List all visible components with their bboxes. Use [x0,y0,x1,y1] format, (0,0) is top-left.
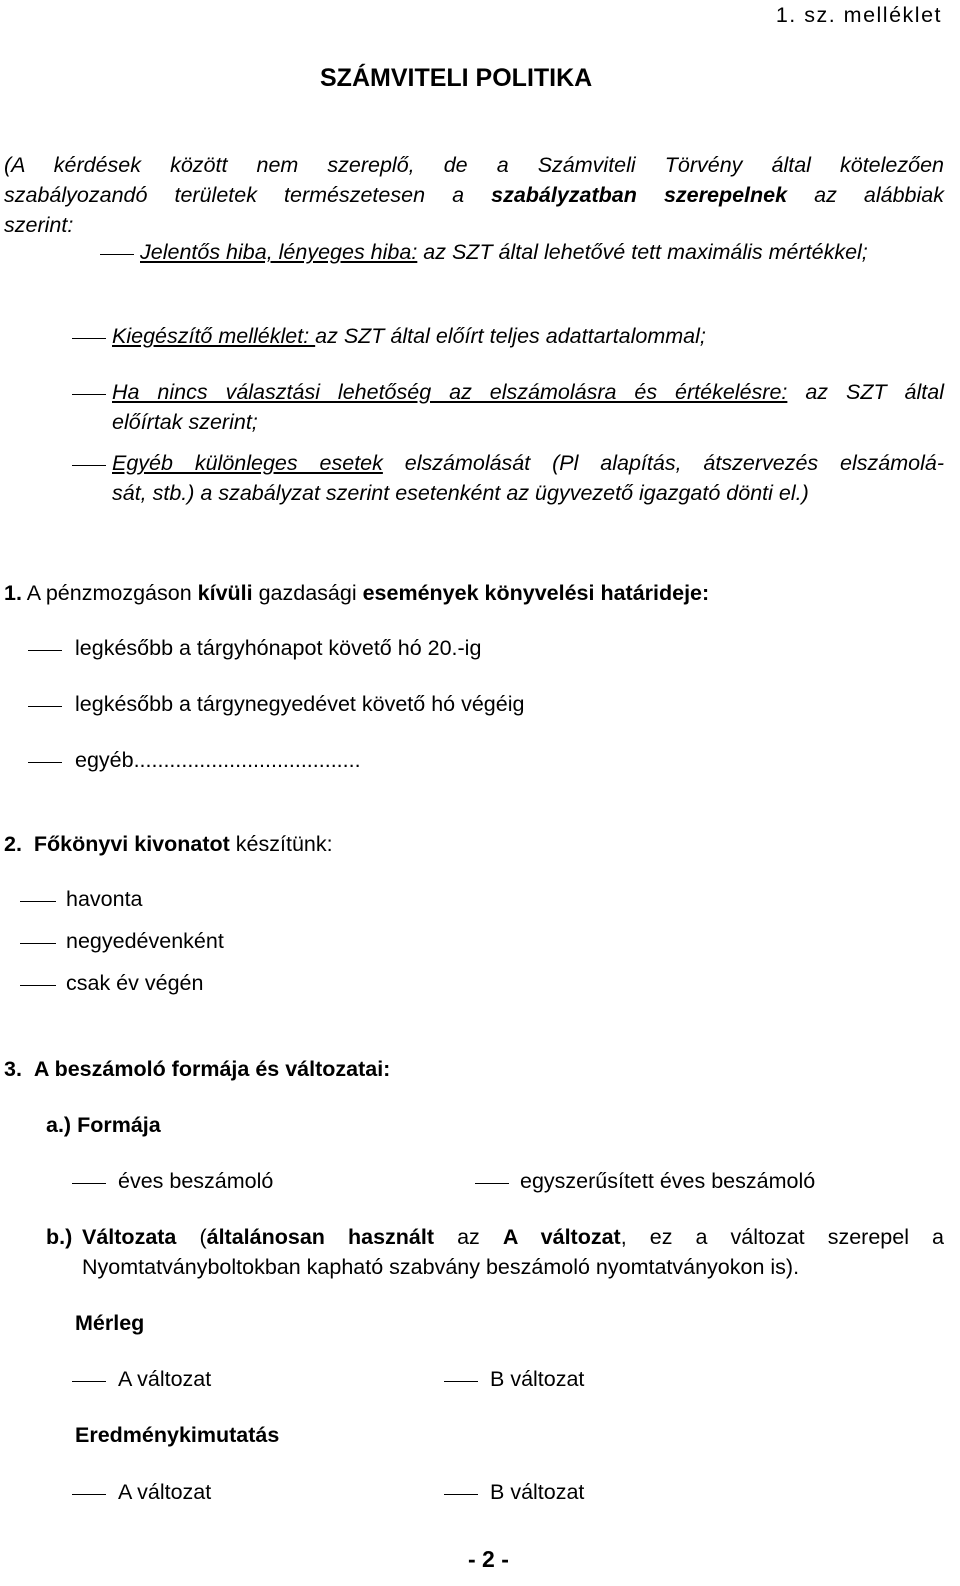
option-label: egyszerűsített éves beszámoló [520,1169,816,1193]
intro-text: az alábbiak [787,183,945,207]
option-label: negyedévenként [66,929,224,953]
section-number: 1. [4,581,22,605]
option-label: csak év végén [66,971,204,995]
option-dash [444,1381,478,1382]
option-dash [28,706,62,707]
option-label: legkésőbb a tárgynegyedévet követő hó végéig [75,692,525,716]
page-number: - 2 - [468,1546,509,1572]
intro-emphasis: szabályzatban szerepelnek [491,183,788,207]
intro-item-continuation: sát, stb.) a szabályzat szerint esetenként az ügyvezető igazgató dönti el.) [112,481,809,505]
intro-item-text: az SZT által [787,380,944,404]
section-number: 3. [4,1057,22,1081]
heading-emphasis: kívüli [197,581,253,605]
intro-item-text: elszámolását (Pl alapítás, átszervezés elszámolá- [382,451,944,475]
list-dash [72,338,106,339]
heading-emphasis: események könyvelési határideje: [362,581,710,605]
option-dash [72,1381,106,1382]
intro-line-2 [4,180,944,210]
section-number: 2. [4,832,22,856]
intro-item [112,321,706,351]
option-label: éves beszámoló [118,1169,274,1193]
intro-line-1: (A kérdések között nem szereplő, de a Számviteli Törvény által kötelezően [4,153,944,177]
option-label: A változat [118,1367,212,1391]
intro-text: szabályozandó területek természetesen a [4,183,492,207]
option-dash [20,901,56,902]
intro-item [112,448,944,478]
intro-item-label: Jelentős hiba, lényeges hiba: [140,240,418,264]
intro-item-label: Egyéb különleges esetek [112,451,383,475]
option-dash [475,1183,509,1184]
option-label: B változat [490,1367,585,1391]
option-dash [444,1494,478,1495]
intro-item-label: Kiegészítő melléklet: [112,324,316,348]
subsection-a-heading [46,1110,161,1140]
heading-emphasis: Változata [82,1225,177,1249]
list-dash [72,465,106,466]
option-dash [72,1183,106,1184]
option-label: egyéb...................................... [75,748,361,772]
intro-item-continuation: előírtak szerint; [112,410,258,434]
subsection-label: a.) [46,1113,72,1137]
option-dash [72,1494,106,1495]
subsection-title: Formája [77,1113,161,1137]
page-title: SZÁMVITELI POLITIKA [320,64,593,92]
heading-text: A beszámoló formája és változatai: [33,1057,391,1081]
subsection-b-line-1 [82,1222,944,1252]
eredmeny-heading: Eredménykimutatás [75,1423,280,1447]
annex-label: 1. sz. melléklet [775,3,942,27]
option-dash [28,650,62,651]
option-dash [20,985,56,986]
heading-text: az [434,1225,503,1249]
heading-emphasis: Főkönyvi kivonatot [33,832,230,856]
subsection-b-line-2: Nyomtatványboltokban kapható szabvány beszámoló nyomtatványokon is). [82,1255,800,1279]
list-dash [100,254,134,255]
intro-item-label: Ha nincs választási lehetőség az elszámolásra és értékelésre: [112,380,788,404]
heading-text: ( [176,1225,207,1249]
option-dash [28,762,62,763]
intro-line-3: szerint: [4,213,74,237]
intro-item [140,237,868,267]
option-label: legkésőbb a tárgyhónapot követő hó 20.-ig [75,636,482,660]
subsection-b-label: b.) [46,1225,73,1249]
section-1-heading [4,578,709,608]
merleg-heading: Mérleg [75,1311,145,1335]
heading-text: , ez a változat szerepel a [620,1225,944,1249]
section-2-heading [4,829,333,859]
heading-text: készítünk: [229,832,333,856]
heading-emphasis: általánosan használt [206,1225,435,1249]
option-label: havonta [66,887,143,911]
heading-emphasis: A változat [502,1225,621,1249]
option-dash [20,943,56,944]
option-label: B változat [490,1480,585,1504]
heading-text: gazdasági [252,581,363,605]
option-label: A változat [118,1480,212,1504]
list-dash [72,394,106,395]
intro-item-text: az SZT által lehetővé tett maximális mértékkel; [417,240,868,264]
section-3-heading [4,1054,390,1084]
intro-item-text: az SZT által előírt teljes adattartalommal; [315,324,706,348]
intro-item [112,377,944,407]
heading-text: A pénzmozgáson [21,581,198,605]
